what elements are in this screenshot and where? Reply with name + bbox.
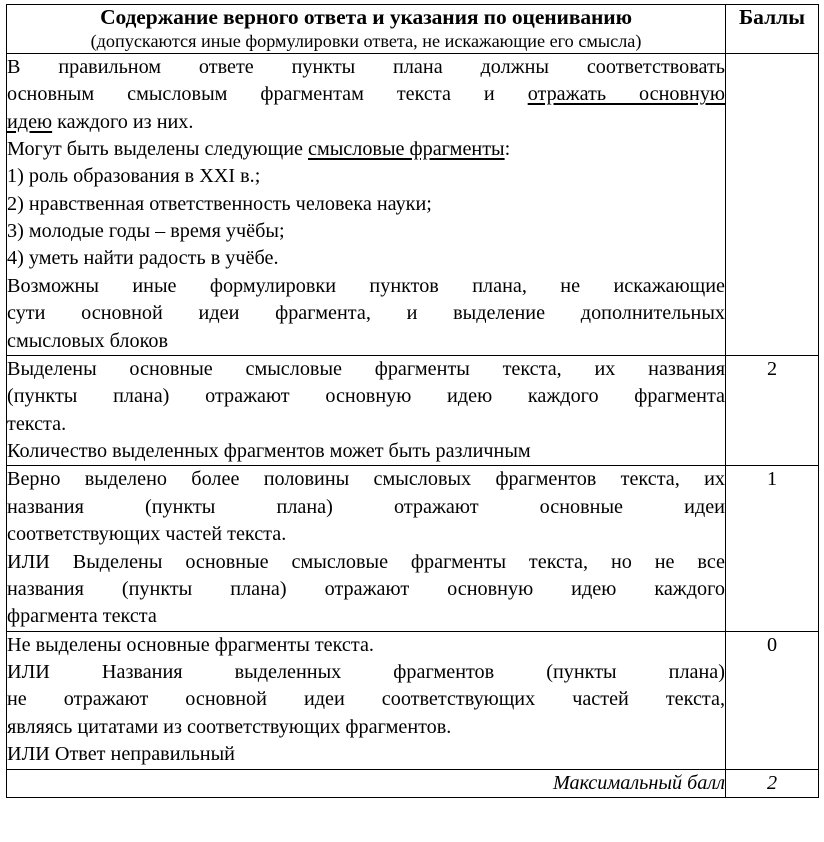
underlined-phrase: отражать основную [527, 83, 725, 106]
criteria-text-line: Не выделены основные фрагменты текста. [7, 633, 374, 656]
criteria-score-cell: 2 [726, 355, 819, 466]
criteria-text-line: Выделены основные смысловые фрагменты текста, их названия [7, 357, 725, 380]
criteria-text-line: Возможны иные формулировки пунктов плана, не искажающие [7, 274, 725, 297]
table-row [7, 53, 819, 355]
criteria-description-cell [7, 631, 726, 769]
criteria-text-line: Могут быть выделены следующие смысловые фрагменты: [7, 137, 511, 160]
table-row [7, 466, 819, 631]
criteria-text-line: не отражают основной идеи соответствующих частей текста, [7, 688, 725, 711]
underlined-phrase: смысловые фрагменты [308, 137, 505, 160]
header-content-cell [7, 5, 726, 54]
criteria-text-line: ИЛИ Ответ неправильный [7, 743, 235, 766]
table-footer-row [7, 769, 819, 797]
criteria-text-line: ИЛИ Названия выделенных фрагментов (пункты плана) [7, 661, 725, 684]
grading-criteria-table [6, 4, 819, 798]
criteria-text-line: Верно выделено более половины смысловых фрагментов текста, их [7, 468, 725, 491]
criteria-score-cell: 1 [726, 466, 819, 631]
table-header-row [7, 5, 819, 54]
criteria-score-cell [726, 53, 819, 355]
criteria-text-line: фрагмента текста [7, 605, 157, 628]
header-content-subtitle: (допускаются иные формулировки ответа, не искажающие его смысла) [90, 30, 642, 51]
table-row [7, 631, 819, 769]
max-score-label: Максимальный балл [7, 769, 726, 797]
criteria-text-line: текста. [7, 412, 67, 435]
criteria-text-line: Количество выделенных фрагментов может быть различным [7, 440, 531, 463]
criteria-text-line: основным смысловым фрагментам текста и отражать основную [7, 83, 725, 106]
criteria-text-line: названия (пункты плана) отражают основные идеи [7, 495, 725, 518]
header-content-title: Содержание верного ответа и указания по оцениванию [100, 5, 632, 29]
underlined-phrase: идею [7, 110, 53, 133]
criteria-description-cell [7, 355, 726, 466]
criteria-text-line: 4) уметь найти радость в учёбе. [7, 247, 279, 270]
criteria-score-cell: 0 [726, 631, 819, 769]
criteria-text-line: сути основной идеи фрагмента, и выделение дополнительных [7, 302, 725, 325]
criteria-description-cell [7, 466, 726, 631]
criteria-text-line: ИЛИ Выделены основные смысловые фрагменты текста, но не все [7, 550, 725, 573]
criteria-text-line: 2) нравственная ответственность человека науки; [7, 192, 432, 215]
criteria-text-line: В правильном ответе пункты плана должны соответствовать [7, 55, 725, 78]
header-score-cell: Баллы [726, 5, 819, 54]
criteria-text-line: идею каждого из них. [7, 110, 194, 133]
criteria-text-line: являясь цитатами из соответствующих фрагментов. [7, 715, 452, 738]
criteria-text-line: 3) молодые годы – время учёбы; [7, 220, 285, 243]
criteria-description-cell [7, 53, 726, 355]
criteria-text-line: названия (пункты плана) отражают основную идею каждого [7, 577, 725, 600]
criteria-text-line: смысловых блоков [7, 329, 169, 352]
max-score-value: 2 [726, 769, 819, 797]
criteria-text-line: (пункты плана) отражают основную идею каждого фрагмента [7, 385, 725, 408]
table-row [7, 355, 819, 466]
criteria-text-line: 1) роль образования в XXI в.; [7, 165, 261, 188]
criteria-rows [7, 53, 819, 797]
criteria-text-line: соответствующих частей текста. [7, 523, 287, 546]
